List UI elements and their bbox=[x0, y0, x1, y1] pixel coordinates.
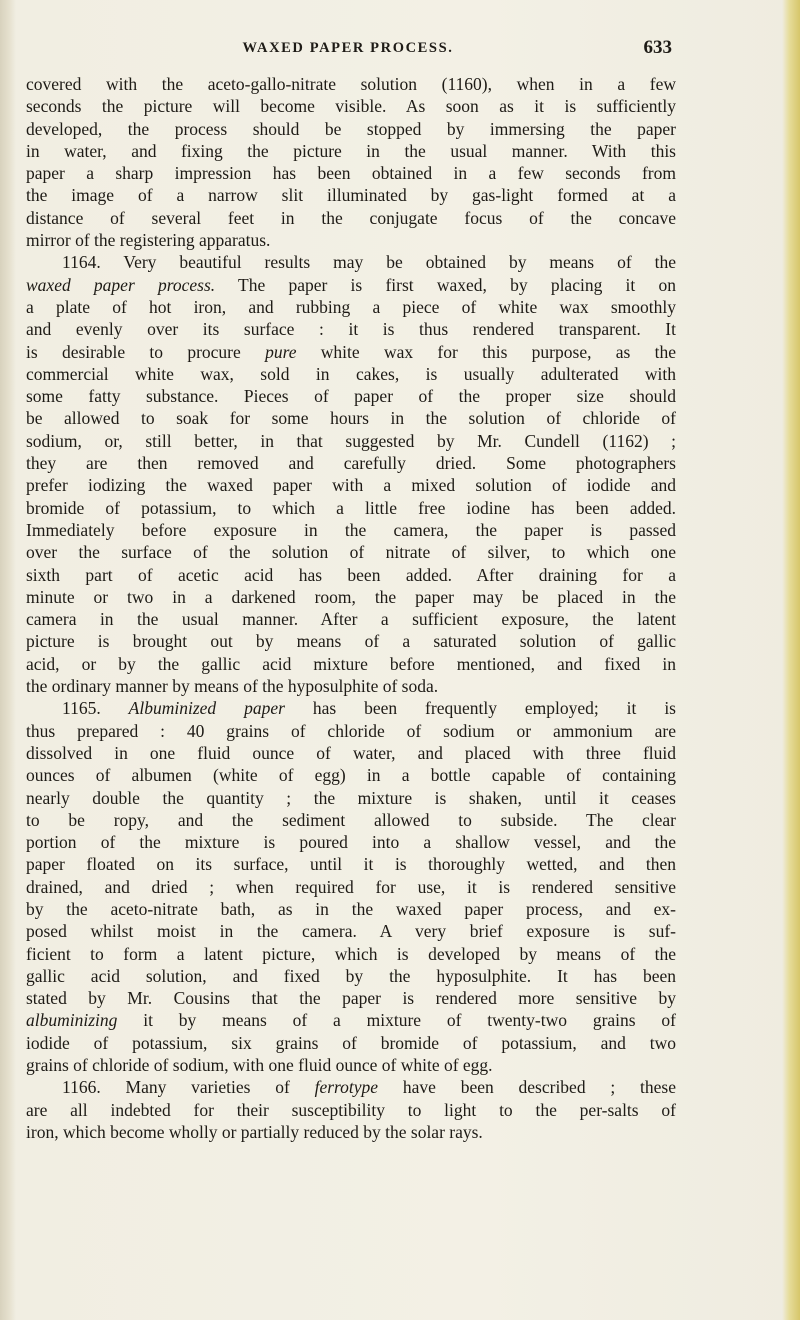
text-line: be allowed to soak for some hours in the solution of chloride of bbox=[26, 408, 676, 429]
page-number: 633 bbox=[643, 37, 672, 58]
text-line: over the surface of the solution of nitrate of silver, to which one bbox=[26, 542, 676, 563]
text-line: by the aceto-nitrate bath, as in the waxed paper process, and ex- bbox=[26, 898, 676, 919]
text-line bbox=[26, 274, 676, 296]
text-line: to be ropy, and the sediment allowed to subside. The clear bbox=[26, 809, 676, 830]
text-line: they are then removed and carefully dried. Some photographers bbox=[26, 453, 676, 474]
text-fragment: has been frequently employed; it is bbox=[284, 698, 676, 719]
text-line: prefer iodizing the waxed paper with a mixed solution of iodide and bbox=[26, 475, 676, 496]
text-fragment: white wax for this purpose, as the bbox=[296, 341, 676, 362]
text-line: posed whilst moist in the camera. A very brief exposure is suf- bbox=[26, 921, 676, 942]
text-line bbox=[26, 697, 676, 719]
text-line: Immediately before exposure in the camera, the paper is passed bbox=[26, 519, 676, 540]
text-line bbox=[26, 1076, 676, 1098]
text-line: seconds the picture will become visible. As soon as it is sufficiently bbox=[26, 96, 676, 117]
text-fragment: 1164. Very beautiful results may be obtained by means of the bbox=[62, 252, 676, 273]
page-gutter-shadow bbox=[0, 0, 16, 1320]
text-line: drained, and dried ; when required for use, it is rendered sensitive bbox=[26, 876, 676, 897]
italic-term: pure bbox=[265, 341, 297, 362]
running-header bbox=[24, 37, 672, 64]
text-fragment: 1166. Many varieties of bbox=[62, 1077, 315, 1098]
text-line: thus prepared : 40 grains of chloride of sodium or ammonium are bbox=[26, 720, 676, 741]
text-line: developed, the process should be stopped by immersing the paper bbox=[26, 118, 676, 139]
text-line: distance of several feet in the conjugate focus of the concave bbox=[26, 207, 676, 228]
text-line: bromide of potassium, to which a little free iodine has been added. bbox=[26, 497, 676, 518]
text-line: paper floated on its surface, until it is thoroughly wetted, and then bbox=[26, 854, 676, 875]
text-line: dissolved in one fluid ounce of water, and placed with three fluid bbox=[26, 742, 676, 763]
text-line: and evenly over its surface : it is thus rendered transparent. It bbox=[26, 319, 676, 340]
text-line: sodium, or, still better, in that suggested by Mr. Cundell (1162) ; bbox=[26, 430, 676, 451]
text-line: ounces of albumen (white of egg) in a bottle capable of containing bbox=[26, 765, 676, 786]
text-fragment: have been described ; these bbox=[378, 1077, 676, 1098]
text-line: iron, which become wholly or partially reduced by the solar rays. bbox=[26, 1121, 483, 1142]
text-line: paper a sharp impression has been obtained in a few seconds from bbox=[26, 163, 676, 184]
text-fragment: it by means of a mixture of twenty-two grains of bbox=[117, 1010, 676, 1031]
italic-term: waxed paper process. bbox=[26, 274, 216, 295]
page-edge-discoloration bbox=[782, 0, 800, 1320]
text-line: gallic acid solution, and fixed by the hyposulphite. It has been bbox=[26, 965, 676, 986]
italic-term: Albuminized paper bbox=[128, 698, 285, 719]
text-line: in water, and fixing the picture in the usual manner. With this bbox=[26, 140, 676, 161]
italic-term: ferrotype bbox=[314, 1077, 379, 1098]
text-line bbox=[26, 251, 676, 273]
text-line: are all indebted for their susceptibility to light to the per-salts of bbox=[26, 1099, 676, 1120]
text-line: covered with the aceto-gallo-nitrate solution (1160), when in a few bbox=[26, 74, 676, 94]
text-line: a plate of hot iron, and rubbing a piece of white wax smoothly bbox=[26, 296, 676, 317]
text-line: mirror of the registering apparatus. bbox=[26, 230, 271, 251]
text-line bbox=[26, 341, 676, 363]
text-line: commercial white wax, sold in cakes, is usually adulterated with bbox=[26, 363, 676, 384]
text-fragment: is desirable to procure bbox=[26, 341, 266, 362]
text-line: the image of a narrow slit illuminated by gas-light formed at a bbox=[26, 185, 676, 206]
text-line: portion of the mixture is poured into a shallow vessel, and the bbox=[26, 832, 676, 853]
text-line bbox=[26, 1009, 676, 1031]
text-fragment: 1165. bbox=[62, 698, 129, 719]
text-line: minute or two in a darkened room, the paper may be placed in the bbox=[26, 586, 676, 607]
text-line: iodide of potassium, six grains of bromide of potassium, and two bbox=[26, 1032, 676, 1053]
text-line: picture is brought out by means of a saturated solution of gallic bbox=[26, 631, 676, 652]
text-line: nearly double the quantity ; the mixture is shaken, until it ceases bbox=[26, 787, 676, 808]
text-line: acid, or by the gallic acid mixture before mentioned, and fixed in bbox=[26, 653, 676, 674]
text-fragment: The paper is first waxed, by placing it on bbox=[215, 274, 676, 295]
text-line: ficient to form a latent picture, which is developed by means of the bbox=[26, 943, 676, 964]
body-text bbox=[26, 73, 676, 1143]
text-line: stated by Mr. Cousins that the paper is rendered more sensitive by bbox=[26, 988, 676, 1009]
text-line: some fatty substance. Pieces of paper of the proper size should bbox=[26, 386, 676, 407]
text-line: grains of chloride of sodium, with one fluid ounce of white of egg. bbox=[26, 1055, 493, 1076]
text-line: sixth part of acetic acid has been added. After draining for a bbox=[26, 564, 676, 585]
text-line: camera in the usual manner. After a sufficient exposure, the latent bbox=[26, 609, 676, 630]
text-line: the ordinary manner by means of the hyposulphite of soda. bbox=[26, 676, 439, 697]
running-title: WAXED PAPER PROCESS. bbox=[242, 40, 454, 56]
italic-term: albuminizing bbox=[26, 1010, 118, 1031]
